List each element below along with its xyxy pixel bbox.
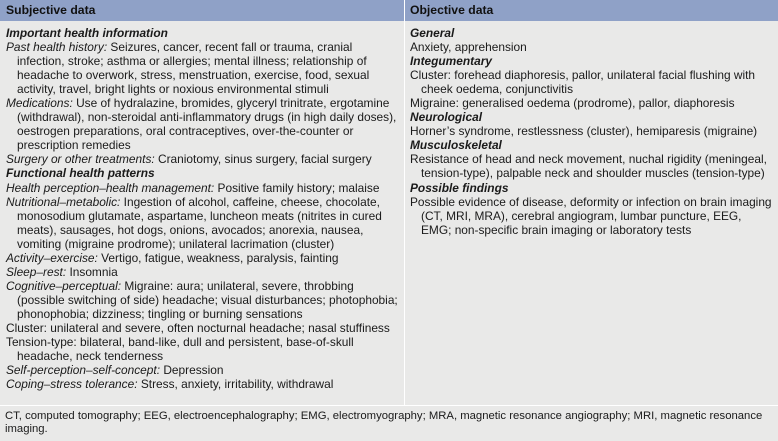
activity-exercise-text: Vertigo, fatigue, weakness, paralysis, fainting xyxy=(97,250,339,265)
possible-findings-text: Possible evidence of disease, deformity or infection on brain imaging (CT, MRI, MRA), cerebral angiogram, lumbar puncture, EEG, EMG; non-specific brain imaging or laboratory tests xyxy=(410,194,772,237)
self-perception-text: Depression xyxy=(160,363,224,378)
integumentary-cluster-item: Cluster: forehead diaphoresis, pallor, unilateral facial flushing with cheek oedema, conjunctivitis xyxy=(410,68,756,97)
general-heading: General xyxy=(410,26,455,40)
coping-stress-text: Stress, anxiety, irritability, withdrawal xyxy=(137,377,334,392)
surgery-label: Surgery or other treatments: xyxy=(6,152,155,167)
nutritional-metabolic-text: Ingestion of alcohol, caffeine, cheese, chocolate, monosodium glutamate, aspartame, luncheon meats (nitrites in cured meats), sausages, hot dogs, onions, avocados; anorexia, nausea, vomiting (migraine prodrome); unilateral lacrimation (cluster) xyxy=(17,194,382,251)
subjective-data-column xyxy=(6,26,400,391)
table-bottom-rule xyxy=(0,405,778,406)
neurological-text: Horner’s syndrome, restlessness (cluster), hemiparesis (migraine) xyxy=(410,124,758,139)
medications-text: Use of hydralazine, bromides, glyceryl trinitrate, ergotamine (withdrawal), non-steroidal anti-inflammatory drugs (in high daily doses), oestrogen preparations, oral contraceptives, over-the-counter or prescription remedies xyxy=(17,96,397,153)
objective-data-column xyxy=(410,26,772,237)
important-health-info-heading: Important health information xyxy=(6,26,168,40)
possible-findings-heading: Possible findings xyxy=(410,180,509,195)
cognitive-perceptual-label: Cognitive–perceptual: xyxy=(6,278,122,293)
activity-exercise-label: Activity–exercise: xyxy=(6,250,98,265)
musculoskeletal-heading: Musculoskeletal xyxy=(410,138,502,153)
surgery-text: Craniotomy, sinus surgery, facial surgery xyxy=(154,152,372,167)
health-perception-item xyxy=(6,181,400,195)
coping-stress-label: Coping–stress tolerance: xyxy=(6,377,138,392)
tension-type-item: Tension-type: bilateral, band-like, dull and persistent, base-of-skull headache, neck tenderness xyxy=(6,335,354,364)
general-text: Anxiety, apprehension xyxy=(410,40,527,55)
cognitive-perceptual-item xyxy=(6,279,400,321)
subjective-data-header: Subjective data xyxy=(6,3,96,17)
neurological-heading: Neurological xyxy=(410,110,483,125)
table-header-row xyxy=(0,0,778,21)
cognitive-perceptual-text: Migraine: aura; unilateral, severe, throbbing (possible switching of side) headache; visual disturbances; photophobia; phonophobia; dizziness; tingling or burning sensations xyxy=(17,278,398,321)
self-perception-label: Self-perception–self-concept: xyxy=(6,363,161,378)
surgery-item xyxy=(6,152,400,166)
past-health-history-text: Seizures, cancer, recent fall or trauma, cranial infection, stroke; asthma or allergies; mental illness; relationship of headache to overwork, stress, menstruation, exercise, food, sexual activity, travel, bright lights or noxious environmental stimuli xyxy=(17,40,370,97)
sleep-rest-text: Insomnia xyxy=(66,264,118,279)
sleep-rest-item xyxy=(6,265,400,279)
nutritional-metabolic-label: Nutritional–metabolic: xyxy=(6,194,121,209)
abbreviations-footnote: CT, computed tomography; EEG, electroencephalography; EMG, electromyography; MRA, magnetic resonance angiography; MRI, magnetic resonance imaging. xyxy=(5,410,763,435)
cluster-headache-item: Cluster: unilateral and severe, often nocturnal headache; nasal stuffiness xyxy=(6,320,390,335)
medications-item xyxy=(6,96,400,152)
past-health-history-label: Past health history: xyxy=(6,40,108,55)
coping-stress-item xyxy=(6,377,400,391)
self-perception-item xyxy=(6,363,400,377)
sleep-rest-label: Sleep–rest: xyxy=(6,264,67,279)
nutritional-metabolic-item xyxy=(6,195,400,251)
activity-exercise-item xyxy=(6,251,400,265)
integumentary-heading: Integumentary xyxy=(410,54,492,69)
health-perception-label: Health perception–health management: xyxy=(6,180,215,195)
health-perception-text: Positive family history; malaise xyxy=(214,180,380,195)
past-health-history-item xyxy=(6,40,400,96)
medications-label: Medications: xyxy=(6,96,73,111)
integumentary-migraine-item: Migraine: generalised oedema (prodrome), pallor, diaphoresis xyxy=(410,96,735,111)
objective-data-header: Objective data xyxy=(410,3,494,17)
column-divider xyxy=(404,0,405,405)
musculoskeletal-text: Resistance of head and neck movement, nuchal rigidity (meningeal, tension-type), palpable neck and shoulder muscles (tension-type) xyxy=(410,152,767,181)
functional-health-patterns-heading: Functional health patterns xyxy=(6,166,155,181)
